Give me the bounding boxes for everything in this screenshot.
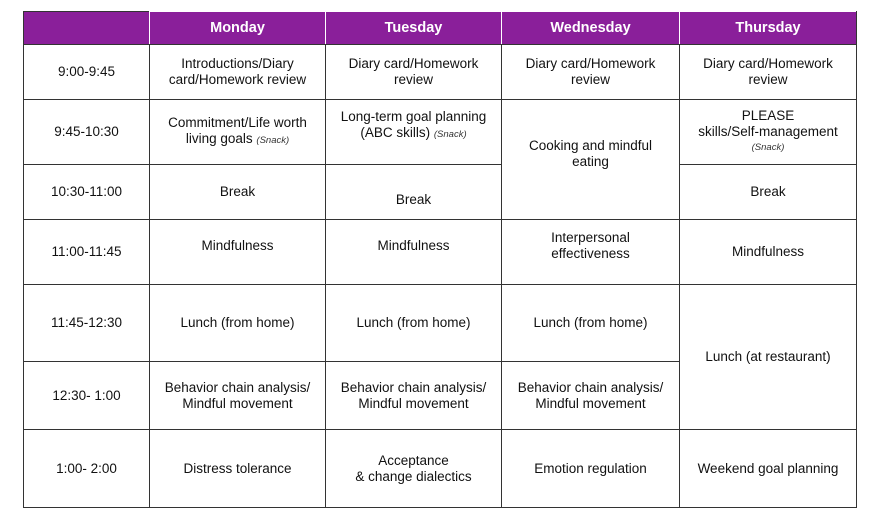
monday-r3-cell: Break xyxy=(150,165,326,220)
table-row xyxy=(24,430,857,508)
table-row xyxy=(24,285,857,362)
wednesday-r2-cell: Cooking and mindful eating xyxy=(502,100,680,220)
table-row xyxy=(24,165,857,220)
thursday-r3-cell: Break xyxy=(680,165,857,220)
time-cell: 9:45-10:30 xyxy=(24,100,150,165)
monday-r4-cell: Mindfulness xyxy=(150,220,326,285)
tuesday-r6-cell: Behavior chain analysis/ Mindful movement xyxy=(326,362,502,430)
wednesday-r4-cell: Interpersonal effectiveness xyxy=(502,220,680,285)
table-row xyxy=(24,100,857,165)
wednesday-r5-cell: Lunch (from home) xyxy=(502,285,680,362)
time-cell: 10:30-11:00 xyxy=(24,165,150,220)
tuesday-r7-cell: Acceptance & change dialectics xyxy=(326,430,502,508)
header-wednesday: Wednesday xyxy=(502,12,680,45)
schedule-table xyxy=(23,11,857,508)
monday-r5-cell: Lunch (from home) xyxy=(150,285,326,362)
thursday-r7-cell: Weekend goal planning xyxy=(680,430,857,508)
wednesday-r6-cell: Behavior chain analysis/ Mindful movement xyxy=(502,362,680,430)
header-corner xyxy=(24,12,150,45)
table-row xyxy=(24,45,857,100)
time-cell: 11:45-12:30 xyxy=(24,285,150,362)
thursday-r5-cell: Lunch (at restaurant) xyxy=(680,285,857,430)
wednesday-r7-cell: Emotion regulation xyxy=(502,430,680,508)
tuesday-r2-cell: Long-term goal planning (ABC skills) (Snack) xyxy=(326,100,502,165)
monday-r7-cell: Distress tolerance xyxy=(150,430,326,508)
tuesday-r5-cell: Lunch (from home) xyxy=(326,285,502,362)
table-row xyxy=(24,220,857,285)
wednesday-r1-cell: Diary card/Homework review xyxy=(502,45,680,100)
header-row xyxy=(24,12,857,45)
time-cell: 1:00- 2:00 xyxy=(24,430,150,508)
tuesday-r3-cell: Break xyxy=(326,165,502,220)
monday-r6-cell: Behavior chain analysis/ Mindful movement xyxy=(150,362,326,430)
snack-note: (Snack) xyxy=(433,129,467,140)
header-tuesday: Tuesday xyxy=(326,12,502,45)
time-cell: 12:30- 1:00 xyxy=(24,362,150,430)
thursday-r2-cell: PLEASE skills/Self-management (Snack) xyxy=(680,100,857,165)
snack-note: (Snack) xyxy=(256,135,290,146)
snack-note: (Snack) xyxy=(751,142,785,153)
monday-r2-cell: Commitment/Life worth living goals (Snack) xyxy=(150,100,326,165)
header-thursday: Thursday xyxy=(680,12,857,45)
time-cell: 11:00-11:45 xyxy=(24,220,150,285)
thursday-r1-cell: Diary card/Homework review xyxy=(680,45,857,100)
tuesday-r1-cell: Diary card/Homework review xyxy=(326,45,502,100)
tuesday-r4-cell: Mindfulness xyxy=(326,220,502,285)
time-cell: 9:00-9:45 xyxy=(24,45,150,100)
header-monday: Monday xyxy=(150,12,326,45)
monday-r1-cell: Introductions/Diary card/Homework review xyxy=(150,45,326,100)
thursday-r4-cell: Mindfulness xyxy=(680,220,857,285)
